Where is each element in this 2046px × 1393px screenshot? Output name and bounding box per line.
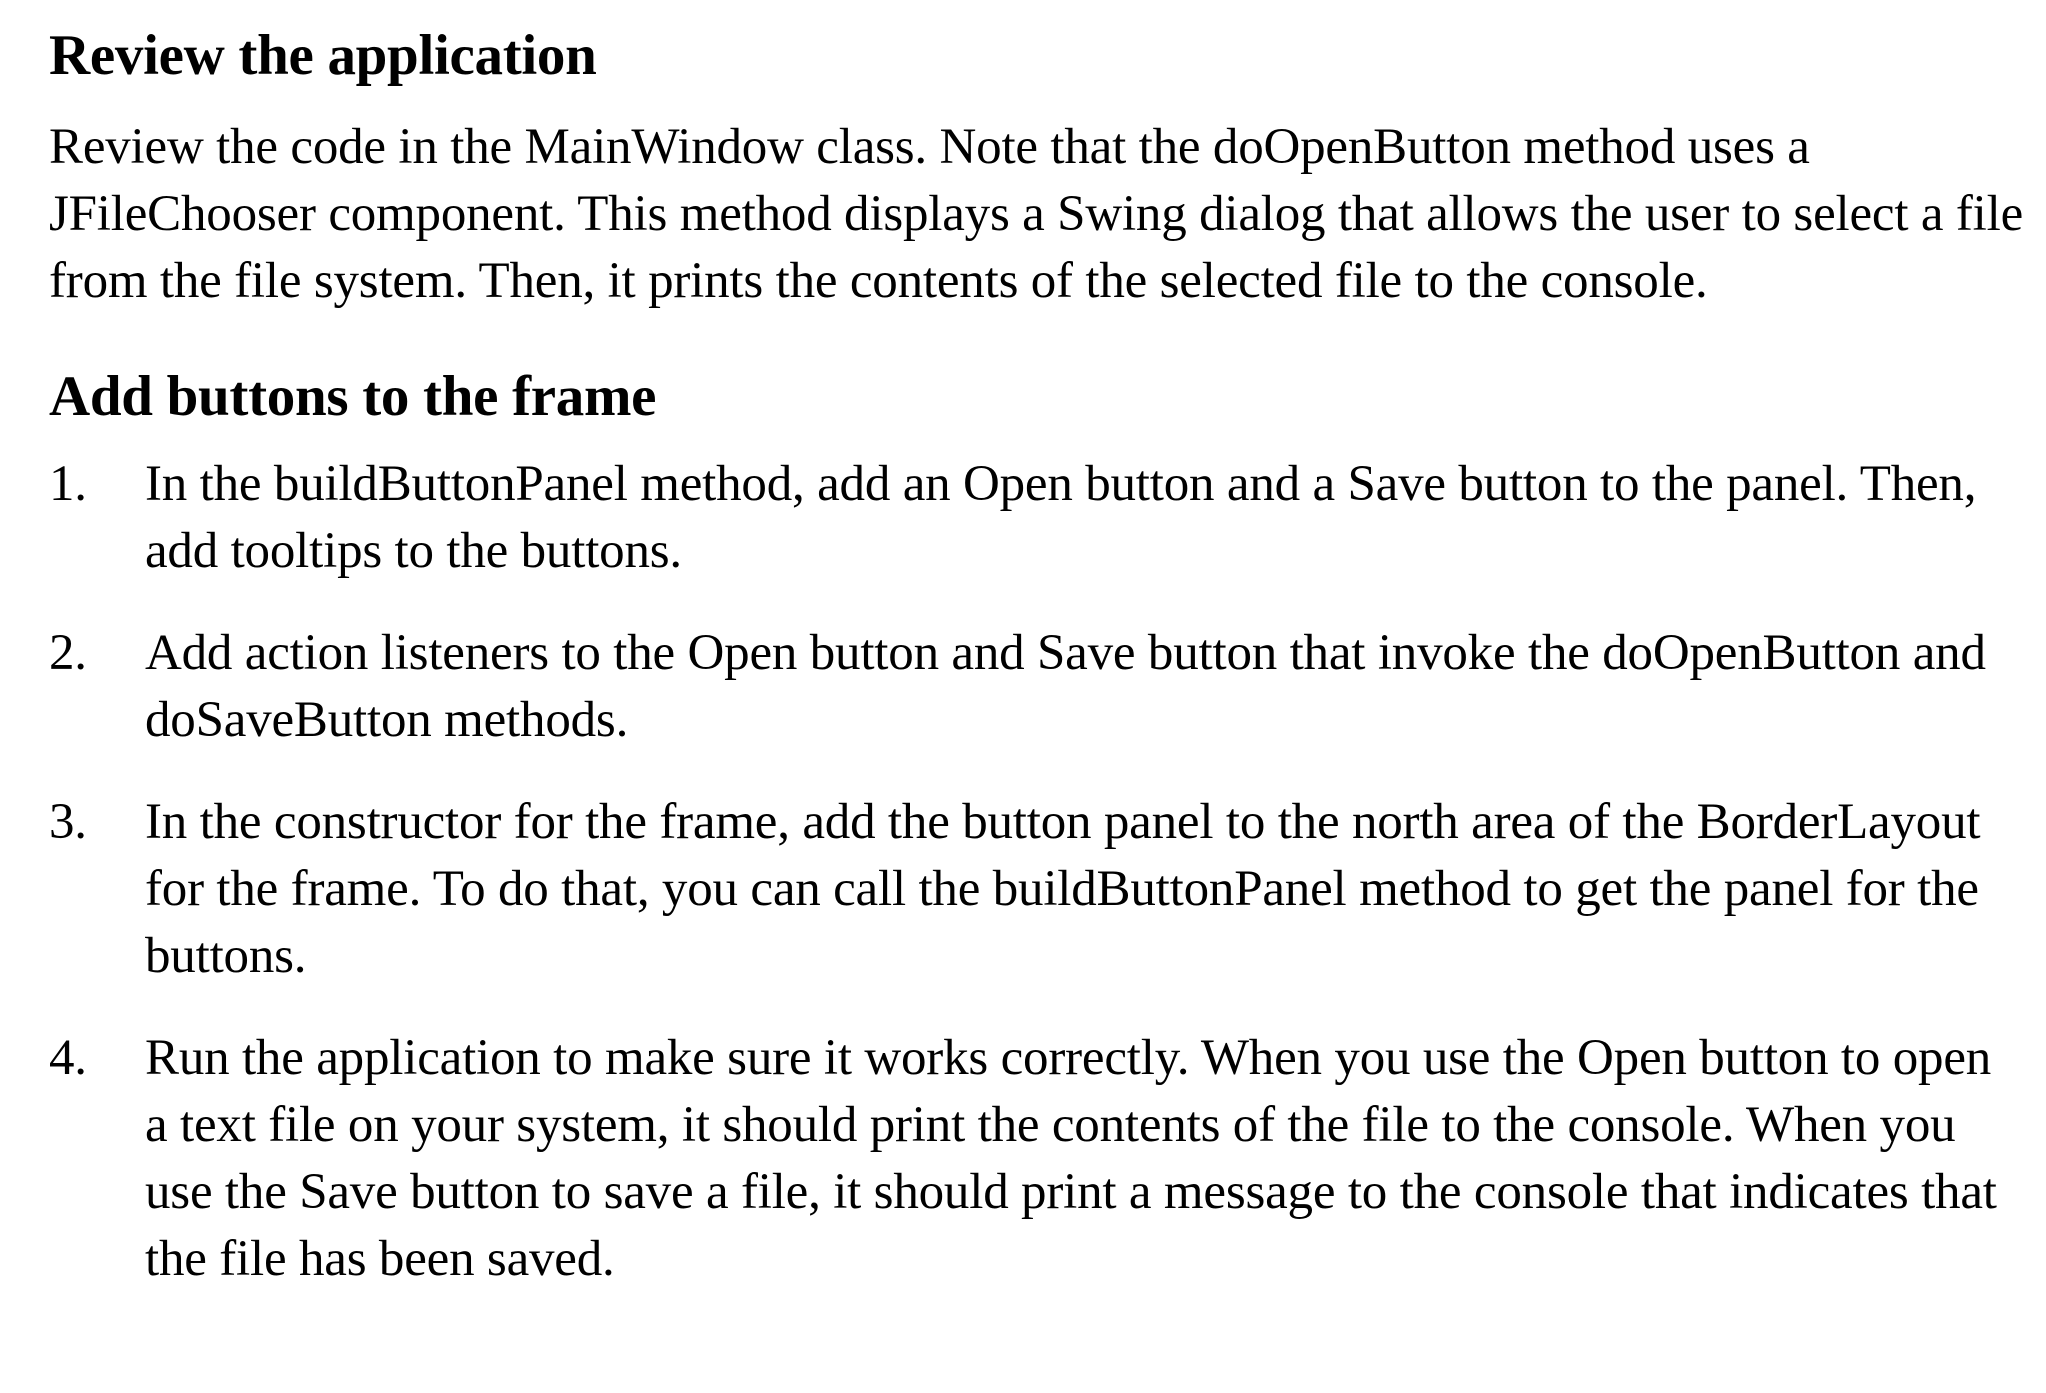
list-item: [49, 620, 2024, 754]
steps-list: [49, 451, 2024, 1293]
step-number: 4.: [49, 1030, 87, 1086]
section-heading-review: Review the application: [49, 24, 597, 87]
step-text: In the buildButtonPanel method, add an Open button and a Save button to the panel. Then, add tooltips to the buttons.: [145, 456, 1977, 579]
list-item: [49, 789, 2024, 990]
section-heading-add-buttons: Add buttons to the frame: [49, 365, 657, 428]
step-number: 1.: [49, 456, 87, 512]
document-page: [49, 22, 2024, 1328]
step-text: Run the application to make sure it works correctly. When you use the Open button to open a text file on your system, it should print the contents of the file to the console. When you use the Save button to save a file, it should print a message to the console that indicates that the file has been saved.: [145, 1030, 1997, 1287]
list-item: [49, 451, 2024, 585]
step-number: 2.: [49, 625, 87, 681]
review-paragraph: Review the code in the MainWindow class. Note that the doOpenButton method uses a JFileChooser component. This method displays a Swing dialog that allows the user to select a file from the file system. Then, it prints the contents of the selected file to the console.: [49, 119, 2024, 309]
step-number: 3.: [49, 794, 87, 850]
step-text: In the constructor for the frame, add the button panel to the north area of the BorderLayout for the frame. To do that, you can call the buildButtonPanel method to get the panel for the buttons.: [145, 794, 1981, 984]
step-text: Add action listeners to the Open button and Save button that invoke the doOpenButton and doSaveButton methods.: [145, 625, 1986, 748]
list-item: [49, 1025, 2024, 1293]
